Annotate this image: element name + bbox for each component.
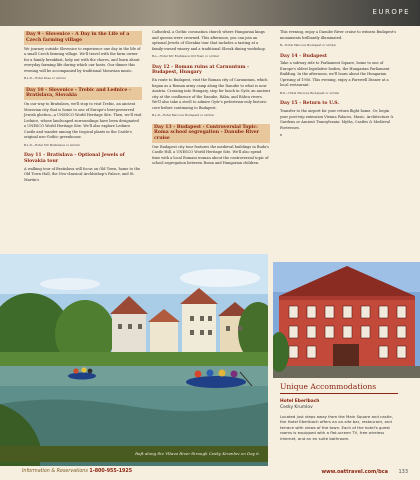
river-scene-illustration [0,254,268,466]
day-entry [24,87,142,149]
top-banner [0,0,420,26]
hotel-photo [273,262,420,378]
day-text: Cathedral, a Gothic coronation church where Hungarian kings and queens were crowned. This afternoon, you can join an optional Jewels of Slovakia tour that includes a tasting at a family-owned winery and a traditional Slovak dining workshop. [152,30,266,51]
day-text: En route to Budapest, visit the Roman city of Carnuntum, which began as a Roman army camp along the Danube to what is now Austria. Crossing into Hungary, stop for lunch in Győr, an ancient city at the confluence of the Danube, Rába, and Rábca rivers. We'll also take a stroll to admire Győr's pedestrian-only historic core before continuing to Budapest. [152,78,271,110]
day-text: A walking tour of Bratislava will focus on Old Town, home to the Old Town Hall, the Neo-classical Archbishop's Palace, and St. Martin's [24,166,141,182]
day-heading: Day 15 - Return to U.S. [280,101,340,107]
itinerary-column-2 [152,30,270,169]
page-footer [0,466,420,480]
hotel-building-illustration [273,262,420,378]
hotel-city: Cesky Krumlov [280,405,313,410]
day-text: We journey outside Slovenice to experience one day in the life of a small Czech farming village. We'll travel with the farm owner for a family breakfast, help out with the chores, and learn about everyday farming life during which our hosts. Our dinner this evening will be accompanied by traditional Moravian music. [24,46,141,73]
meal-info: B,L,D—Hotel Mercure Budapest or similar [152,113,215,118]
section-label: EUROPE [372,8,410,16]
meal-info: B,L,D—Hotel Rose or similar [24,76,67,81]
photo-caption: Raft along the Vltava River through Cesky Krumlov on Day 6. [0,446,268,462]
day-entry [280,54,398,97]
day-heading: Day 9 - Slovenice - A Day in the Life of a Czech farming village [24,31,142,45]
day-entry [280,101,398,138]
hotel-description: Located just steps away from the Main Square and castle, the Hotel Eberlbach offers an on-site bar, restaurant, and terrace with views of the town. Each of the hotel's guest rooms is equipped with a flat-screen TV, free wireless internet, and an en suite bathroom. [280,414,393,441]
day-text: On our way to Bratislava, we'll stop to visit Trebic, an ancient Moravian city that is home to one of Europe's best-preserved Jewish ghettos—a UNESCO World Heritage Site. Then, we'll visit Lednice, whose landscaped surroundings have been designated a UNESCO World Heritage Site. We'll also explore Lednice Castle and wander among the tropical plants in the Castle's original neo-Gothic greenhouse. [24,102,142,140]
accommodations-title: Unique Accommodations [280,382,398,394]
day-text: Transfer to the airport for your return flight home. Or, begin your post-trip extension Vienna Palaces, Music, Architecture & Gardens or Ancient Transylvania: Myths, Castles & Medieval Fortresses. [280,109,394,130]
day-heading: Day 12 - Roman ruins at Carnuntum - Budapest, Hungary [152,64,250,76]
meal-info: B,L—Hotel Sitr Bratislava Old Town or similar [152,54,220,58]
day-entry [152,124,270,167]
day-heading: Day 14 - Budapest [280,53,327,59]
day-entry [24,31,142,82]
itinerary-column-3 [280,30,398,144]
day-entry [152,65,270,119]
itinerary-column-1 [24,30,142,185]
meal-info: B—Hotel Mercure Budapest or similar [280,43,337,47]
day-entry [24,153,142,183]
accommodations-box [280,382,398,441]
meal-info: B,L,D—Hotel Sitr Bratislava or similar [24,142,80,147]
day-entry [152,30,270,60]
day-entry [280,30,398,49]
meal-info: B,D—Hotel Mercure Budapest or similar [280,90,340,95]
hotel-name: Hotel Eberlbach [280,399,320,404]
day-heading: Day 13 - Budapest - Controversial Topic: Roma school segregation - Danube River cruise [152,124,270,143]
reservations-info [22,469,132,474]
day-text: Take a subway ride to Parliament Square, home to one of Europe's oldest legislative bodies, the Hungarian Parliament Building. In the afternoon, we'll learn about the Hungarian Uprising of 1956. This evening, enjoy a Farewell Dinner at a local restaurant. [280,61,390,88]
day-text: This evening, enjoy a Danube River cruise to witness Budapest's monuments brilliantly illuminated. [280,30,397,40]
page-number: 133 [398,469,408,475]
reservations-label: Information & Reservations [22,469,88,474]
day-heading: Day 10 - Slovenice - Trebic and Lednice - Bratislava, Slovakia [24,87,142,101]
website-link[interactable]: www.oattravel.com/bca [321,469,388,475]
day-text: Our Budapest city tour features the medieval buildings in Buda's Castle Hill, a UNESCO World Heritage Site. We'll also spend time with a local Romani woman about the controversial topic of school segregation between Roma and Hungarian children. [152,144,269,166]
river-rafting-photo [0,254,268,466]
meal-info: B [280,133,283,138]
day-heading: Day 11 - Bratislava - Optional Jewels of Slovakia tour [24,153,125,164]
phone-number[interactable]: 1-800-955-1925 [89,469,133,474]
